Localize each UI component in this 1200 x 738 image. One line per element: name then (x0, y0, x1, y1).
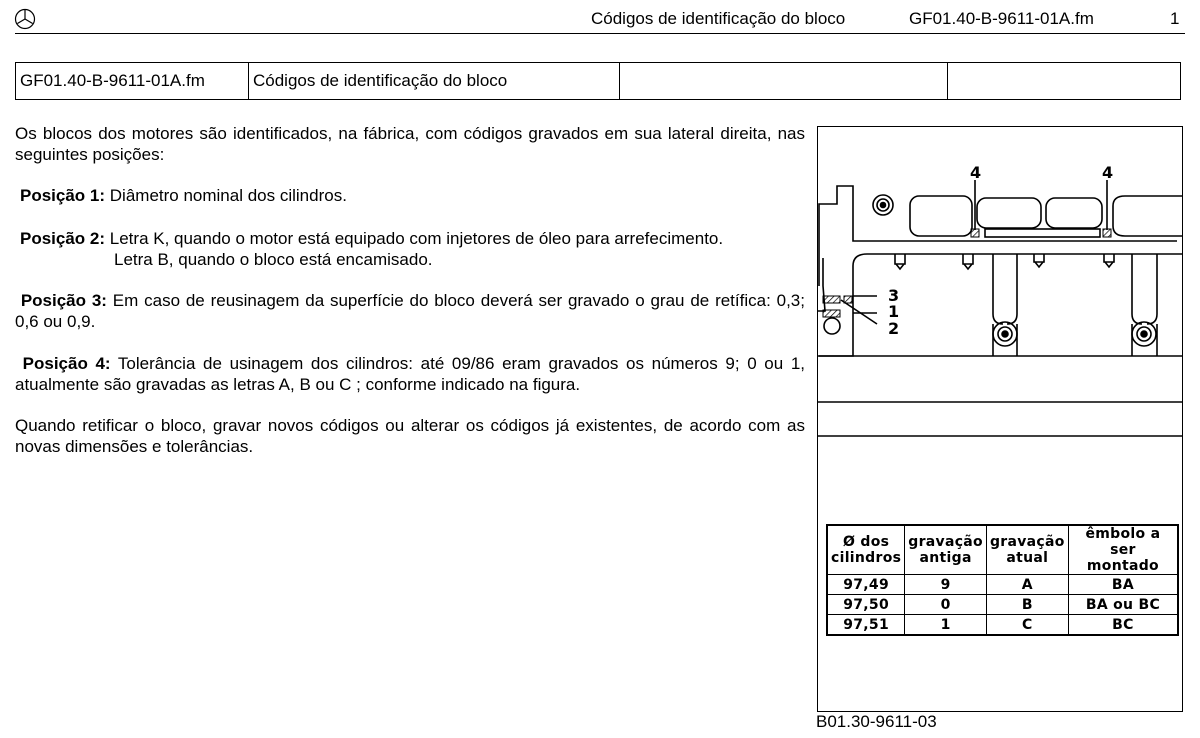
closing-paragraph: Quando retificar o bloco, gravar novos códigos ou alterar os códigos já existentes, de acordo com as novas dimensões e tolerâncias. (15, 416, 805, 456)
stamp-position-1a (844, 296, 852, 303)
position-2 (20, 228, 810, 249)
position-4 (15, 353, 805, 395)
cell-diameter: 97,51 (827, 615, 905, 636)
cell-old-code: 9 (905, 575, 987, 595)
cell-diameter: 97,49 (827, 575, 905, 595)
page-number: 1 (1170, 9, 1180, 28)
stamp-position-4b (1103, 229, 1111, 237)
header-title: Códigos de identificação do bloco (591, 9, 846, 28)
callout-1: 1 (888, 302, 900, 321)
cell-current-code: B (986, 595, 1068, 615)
callout-4-right: 4 (1102, 163, 1114, 182)
cell-piston: BC (1068, 615, 1178, 636)
reference-table (15, 62, 1181, 100)
ref-cell-code: GF01.40-B-9611-01A.fm (16, 63, 249, 100)
position-3-label: Posição 3: (20, 291, 107, 310)
position-4-text: Tolerância de usinagem dos cilindros: até 09/86 eram gravados os números 9; 0 ou 1, atualmente são gravadas as letras A, B ou C ; conforme indicado na figura. (15, 354, 805, 394)
col-header-piston: êmbolo a ser montado (1068, 525, 1178, 575)
figure-caption: B01.30-9611-03 (816, 712, 937, 731)
stamp-position-4a (971, 229, 979, 237)
stamp-position-2 (823, 310, 840, 317)
position-2-text-2: Letra B, quando o bloco está encamisado. (114, 250, 433, 269)
intro-paragraph: Os blocos dos motores são identificados, na fábrica, com códigos gravados em sua lateral direita, nas seguintes posições: (15, 124, 805, 164)
mercedes-star-icon (14, 8, 36, 30)
position-1-text: Diâmetro nominal dos cilindros. (105, 186, 347, 205)
table-row (827, 595, 1178, 615)
col-header-old-code: gravação antiga (905, 525, 987, 575)
table-row (827, 575, 1178, 595)
position-1 (20, 185, 810, 206)
col-header-diameter: Ø dos cilindros (827, 525, 905, 575)
ref-cell-empty (620, 63, 948, 100)
position-4-label: Posição 4: (22, 354, 111, 373)
position-1-label: Posição 1: (20, 186, 106, 205)
position-2-label: Posição 2: (20, 229, 106, 248)
callout-2: 2 (888, 319, 900, 338)
cell-current-code: A (986, 575, 1068, 595)
table-header-row (827, 525, 1178, 575)
cell-piston: BA (1068, 575, 1178, 595)
ref-cell-title: Códigos de identificação do bloco (249, 63, 620, 100)
callout-3: 3 (888, 286, 900, 305)
header-rule (15, 33, 1185, 34)
ref-cell-empty (948, 63, 1181, 100)
cell-current-code: C (986, 615, 1068, 636)
cell-piston: BA ou BC (1068, 595, 1178, 615)
cylinder-code-table (826, 524, 1179, 636)
cell-old-code: 0 (905, 595, 987, 615)
stamp-position-3 (823, 296, 840, 303)
position-2-text-1: Letra K, quando o motor está equipado com injetores de óleo para arrefecimento. (105, 229, 724, 248)
cell-old-code: 1 (905, 615, 987, 636)
callout-4-left: 4 (970, 163, 982, 182)
position-3 (15, 290, 805, 332)
col-header-current-code: gravação atual (986, 525, 1068, 575)
position-3-text: Em caso de reusinagem da superfície do bloco deverá ser gravado o grau de retífica: 0,3; 0,6 ou 0,9. (15, 291, 805, 331)
table-row (827, 615, 1178, 636)
header-doc-code: GF01.40-B-9611-01A.fm (909, 9, 1094, 28)
cell-diameter: 97,50 (827, 595, 905, 615)
